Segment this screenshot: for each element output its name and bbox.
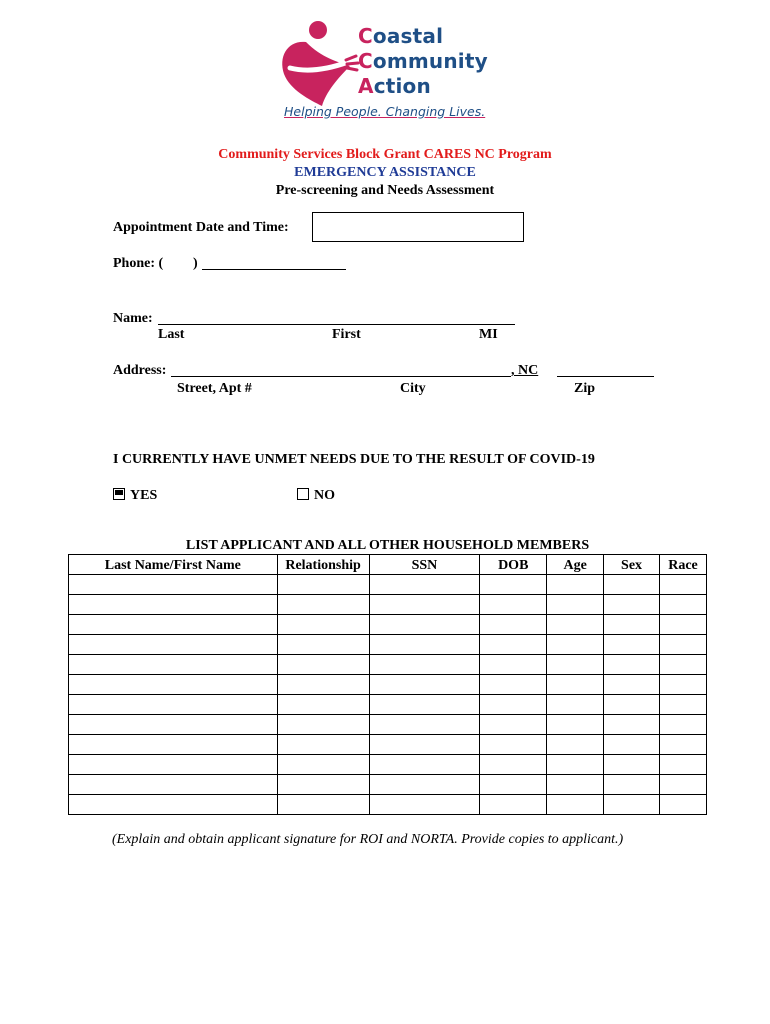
household-cell[interactable] [659,575,706,595]
household-cell[interactable] [480,635,547,655]
household-cell[interactable] [659,715,706,735]
household-cell[interactable] [659,755,706,775]
household-cell[interactable] [547,575,604,595]
household-cell[interactable] [604,775,660,795]
appointment-label: Appointment Date and Time: [113,220,289,235]
household-cell[interactable] [659,795,706,815]
household-row [69,695,707,715]
column-header-dob: DOB [480,555,547,575]
household-row [69,755,707,775]
assistance-title: EMERGENCY ASSISTANCE [294,165,476,180]
logo-word-coastal: Coastal [358,24,444,48]
household-cell[interactable] [69,715,278,735]
household-cell[interactable] [659,595,706,615]
household-cell[interactable] [69,615,278,635]
household-cell[interactable] [480,755,547,775]
household-cell[interactable] [480,775,547,795]
name-mi-caption: MI [479,327,498,342]
no-option[interactable] [297,488,335,504]
household-cell[interactable] [277,775,369,795]
household-cell[interactable] [480,695,547,715]
heart-hug-icon [276,18,362,108]
household-cell[interactable] [604,635,660,655]
household-row [69,735,707,755]
household-cell[interactable] [547,595,604,615]
logo-tagline: Helping People. Changing Lives. [284,104,486,119]
household-cell[interactable] [480,595,547,615]
household-cell[interactable] [604,575,660,595]
no-checkbox[interactable] [297,488,309,500]
household-cell[interactable] [604,595,660,615]
phone-label: Phone: ( [113,256,164,271]
household-cell[interactable] [480,675,547,695]
household-row [69,775,707,795]
household-cell[interactable] [69,595,278,615]
household-cell[interactable] [369,575,480,595]
household-cell[interactable] [547,695,604,715]
household-body [69,575,707,815]
household-cell[interactable] [547,675,604,695]
address-label: Address: [113,363,167,378]
household-cell[interactable] [369,595,480,615]
household-row [69,655,707,675]
household-row [69,795,707,815]
household-cell[interactable] [69,775,278,795]
phone-number-field[interactable] [202,255,346,270]
covid-statement: I CURRENTLY HAVE UNMET NEEDS DUE TO THE RESULT OF COVID-19 [113,452,595,467]
household-cell[interactable] [659,695,706,715]
name-field[interactable] [158,310,515,325]
household-cell[interactable] [604,615,660,635]
household-row [69,675,707,695]
name-last-caption: Last [158,327,185,342]
logo-word-community: Community [358,49,488,73]
household-cell[interactable] [277,795,369,815]
household-cell[interactable] [547,615,604,635]
household-header-row [69,555,707,575]
household-cell[interactable] [659,675,706,695]
signature-note: (Explain and obtain applicant signature for ROI and NORTA. Provide copies to applicant.) [112,832,624,847]
assessment-subtitle: Pre-screening and Needs Assessment [275,183,495,198]
column-header-name: Last Name/First Name [69,555,278,575]
household-cell[interactable] [480,735,547,755]
household-cell[interactable] [659,615,706,635]
household-cell[interactable] [659,775,706,795]
program-title: Community Services Block Grant CARES NC Program [218,147,552,162]
household-cell[interactable] [547,655,604,675]
logo-word-action: Action [358,74,431,98]
household-cell[interactable] [480,715,547,735]
household-cell[interactable] [547,715,604,735]
household-cell[interactable] [277,635,369,655]
yes-label: YES [130,488,158,503]
household-row [69,635,707,655]
column-header-ssn: SSN [369,555,480,575]
phone-area-close: ) [193,256,198,271]
household-cell[interactable] [547,735,604,755]
household-cell[interactable] [369,655,480,675]
household-cell[interactable] [604,795,660,815]
household-table [68,554,707,815]
household-row [69,575,707,595]
household-cell[interactable] [277,755,369,775]
household-cell[interactable] [369,635,480,655]
address-zip-caption: Zip [574,381,596,396]
no-label: NO [314,488,335,503]
household-cell[interactable] [69,735,278,755]
household-cell[interactable] [604,675,660,695]
household-cell[interactable] [547,775,604,795]
household-cell[interactable] [604,695,660,715]
name-first-caption: First [332,327,361,342]
address-zip-field[interactable] [557,362,654,377]
column-header-relationship: Relationship [277,555,369,575]
household-cell[interactable] [69,795,278,815]
household-cell[interactable] [480,795,547,815]
household-cell[interactable] [69,755,278,775]
household-title: LIST APPLICANT AND ALL OTHER HOUSEHOLD MEMBERS [185,538,590,553]
household-cell[interactable] [604,735,660,755]
household-cell[interactable] [480,575,547,595]
address-street-caption: Street, Apt # [177,381,252,396]
household-cell[interactable] [659,635,706,655]
household-cell[interactable] [277,695,369,715]
address-city-caption: City [400,381,426,396]
household-cell[interactable] [659,735,706,755]
household-cell[interactable] [277,735,369,755]
household-cell[interactable] [277,615,369,635]
address-street-city-field[interactable] [171,362,511,377]
yes-option[interactable] [113,488,157,504]
household-cell[interactable] [369,795,480,815]
household-cell[interactable] [69,675,278,695]
column-header-sex: Sex [604,555,660,575]
household-cell[interactable] [277,575,369,595]
household-cell[interactable] [69,575,278,595]
household-cell[interactable] [69,635,278,655]
column-header-race: Race [659,555,706,575]
appointment-field[interactable] [312,212,524,242]
household-cell[interactable] [369,735,480,755]
address-state: , NC [511,363,539,378]
column-header-age: Age [547,555,604,575]
household-cell[interactable] [480,615,547,635]
household-cell[interactable] [369,715,480,735]
household-row [69,715,707,735]
household-cell[interactable] [277,675,369,695]
yes-checkbox[interactable] [113,488,125,500]
household-cell[interactable] [604,755,660,775]
household-cell[interactable] [277,715,369,735]
household-cell[interactable] [369,695,480,715]
household-row [69,595,707,615]
household-cell[interactable] [547,755,604,775]
household-cell[interactable] [369,775,480,795]
household-cell[interactable] [369,675,480,695]
household-cell[interactable] [277,595,369,615]
household-row [69,615,707,635]
household-cell[interactable] [69,695,278,715]
household-cell[interactable] [547,795,604,815]
household-cell[interactable] [604,655,660,675]
household-cell[interactable] [547,635,604,655]
name-label: Name: [113,311,153,326]
household-cell[interactable] [69,655,278,675]
household-cell[interactable] [480,655,547,675]
household-cell[interactable] [369,755,480,775]
household-cell[interactable] [277,655,369,675]
household-cell[interactable] [369,615,480,635]
household-cell[interactable] [659,655,706,675]
household-cell[interactable] [604,715,660,735]
